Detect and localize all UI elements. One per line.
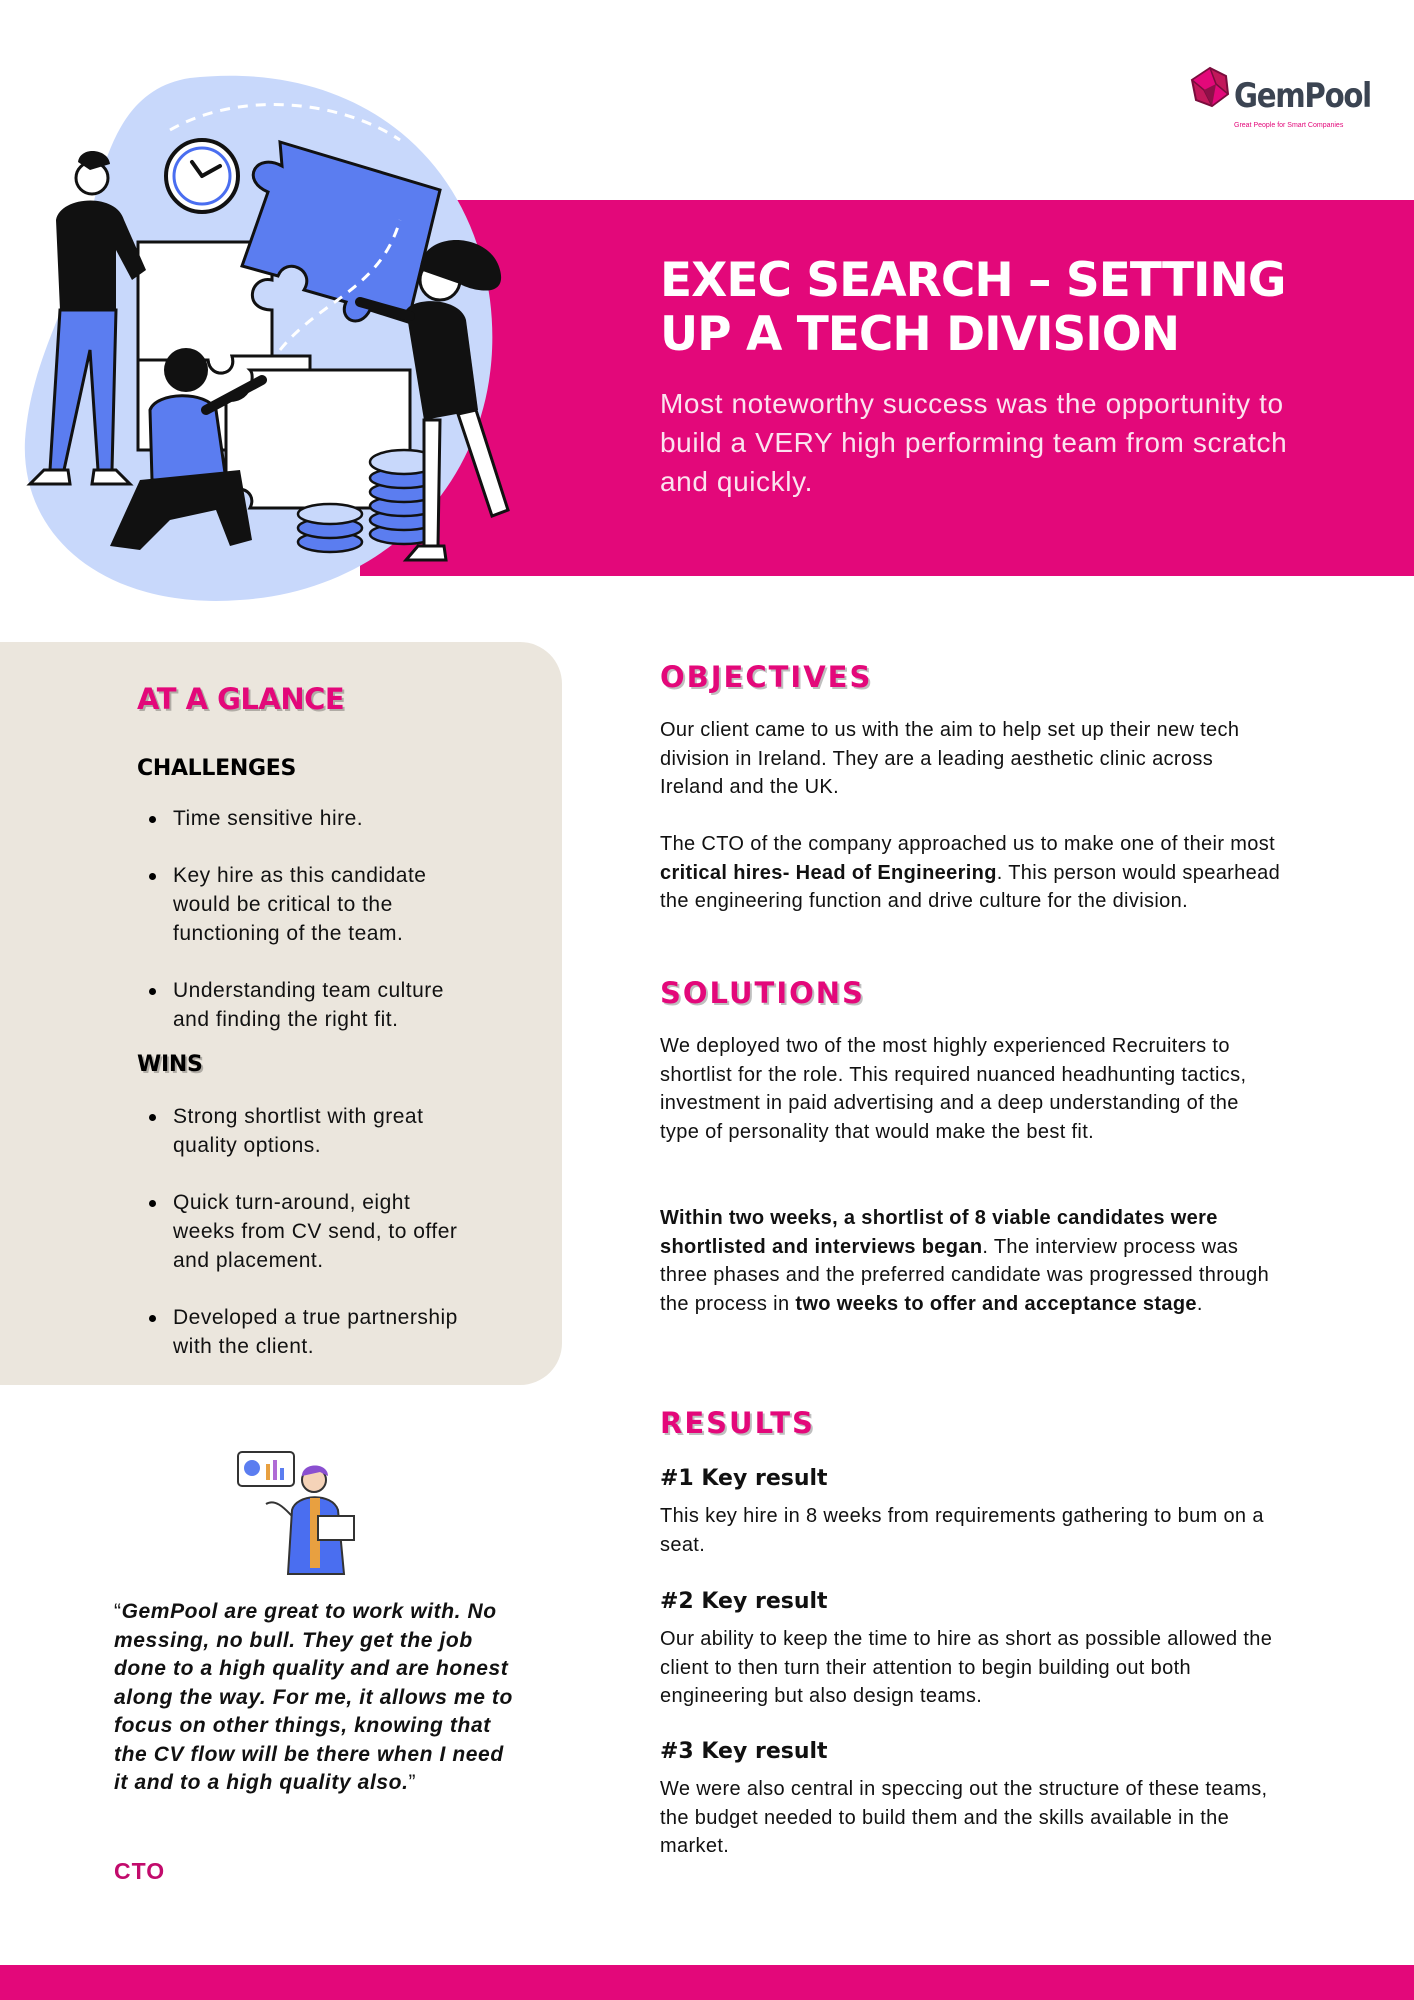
objectives-paragraph-1: Our client came to us with the aim to help set up their new tech division in Ireland. They are a leading aesthetic clinic across Ireland and the UK. [660, 719, 1240, 798]
text-run: . [1196, 1292, 1203, 1315]
gem-icon [1190, 66, 1230, 110]
quote-text: GemPool are great to work with. No messing, no bull. They get the job done to a high quality and are honest along the way. For me, it allows me to focus on other things, knowing that the CV flow will be there when I need it and to a high quality also. [114, 1600, 513, 1794]
at-a-glance-heading: AT A GLANCE [137, 682, 345, 716]
list-item: Strong shortlist with great quality options. [137, 1102, 477, 1160]
wins-heading: WINS [137, 1052, 203, 1077]
challenges-heading: CHALLENGES [137, 756, 296, 781]
key-result-3-text: We were also central in speccing out the structure of these teams, the budget needed to build them and the skills available in the market. [660, 1778, 1268, 1857]
key-result-2-text: Our ability to keep the time to hire as short as possible allowed the client to then turn their attention to begin building out both engineering but also design teams. [660, 1628, 1273, 1707]
challenges-list [137, 804, 477, 1062]
open-quote-mark: “ [114, 1600, 122, 1623]
list-item: Quick turn-around, eight weeks from CV send, to offer and placement. [137, 1188, 477, 1275]
gempool-logo [1190, 66, 1371, 136]
bold-text-run: two weeks to offer and acceptance stage [795, 1292, 1197, 1315]
page-subtitle: Most noteworthy success was the opportunity to build a VERY high performing team from scratch and quickly. [660, 388, 1288, 497]
wins-list [137, 1102, 477, 1389]
key-result-1-text: This key hire in 8 weeks from requirements gathering to bum on a seat. [660, 1505, 1264, 1556]
bold-text-run: Within two weeks, a shortlist of 8 viable candidates were shortlisted and interviews began [660, 1207, 1218, 1258]
text-run: . The interview process was three phases and the preferred candidate was progressed through the process in [660, 1235, 1270, 1315]
key-result-2-heading: #2 Key result [660, 1589, 828, 1614]
close-quote-mark: ” [408, 1771, 417, 1794]
objectives-paragraph-2 [660, 830, 1282, 916]
text-run: The CTO of the company approached us to make one of their most [660, 833, 1275, 855]
solutions-paragraph-2 [660, 1204, 1282, 1318]
list-item: Key hire as this candidate would be critical to the functioning of the team. [137, 861, 477, 948]
results-heading: RESULTS [660, 1406, 815, 1440]
list-item: Understanding team culture and finding the right fit. [137, 976, 477, 1034]
objectives-heading: OBJECTIVES [660, 660, 873, 694]
testimonial-quote [114, 1598, 514, 1798]
key-result-1-heading: #1 Key result [660, 1466, 828, 1491]
key-result-3-heading: #3 Key result [660, 1739, 828, 1764]
page-title: EXEC SEARCH – SETTING UP A TECH DIVISION [660, 253, 1286, 362]
text-run: . This person would spearhead the engineering function and drive culture for the division. [660, 861, 1281, 912]
testimonial-author: CTO [114, 1858, 166, 1884]
solutions-heading: SOLUTIONS [660, 976, 865, 1010]
logo-tagline: Great People for Smart Companies [1234, 122, 1344, 129]
list-item: Time sensitive hire. [137, 804, 477, 833]
list-item: Developed a true partnership with the client. [137, 1303, 477, 1361]
footer-bar [0, 1965, 1414, 2000]
puzzle-team-illustration [20, 70, 560, 610]
logo-wordmark: GemPool [1234, 76, 1371, 116]
solutions-paragraph-1: We deployed two of the most highly experienced Recruiters to shortlist for the role. This required nuanced headhunting tactics, investment in paid advertising and a deep understanding of the type of personality that would make the best fit. [660, 1035, 1247, 1143]
bold-text-run: critical hires- Head of Engineering [660, 861, 997, 884]
presenter-illustration [236, 1450, 360, 1576]
